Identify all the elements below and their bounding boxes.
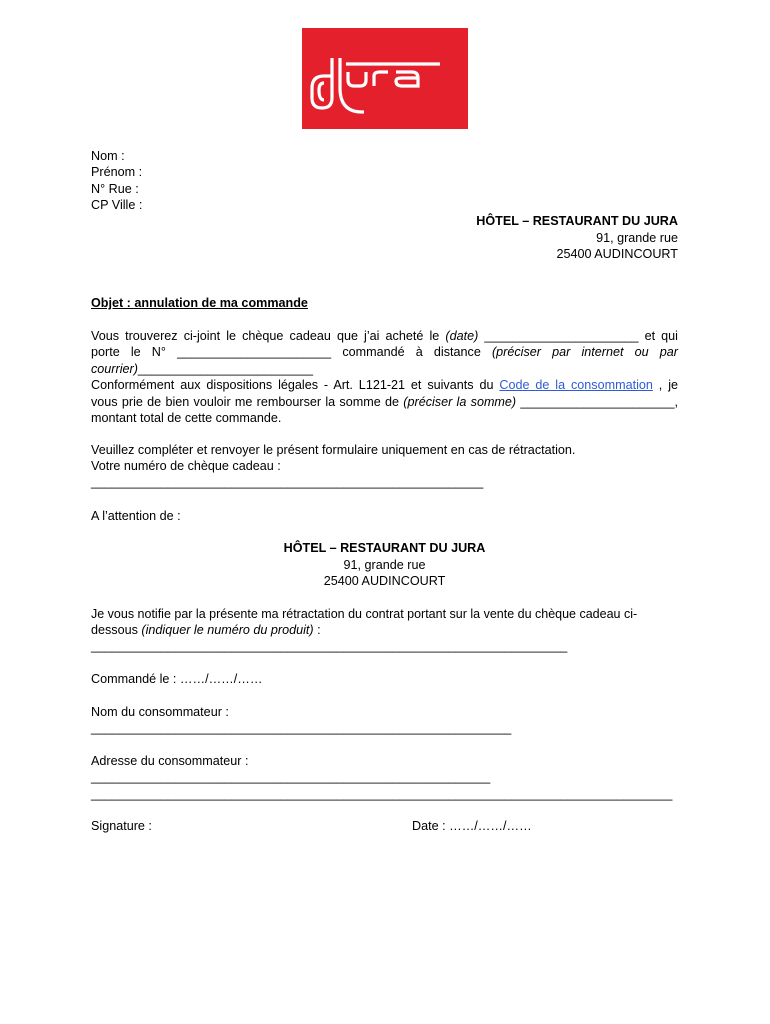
- sender-prenom: Prénom :: [91, 165, 143, 179]
- recipient2-street: 91, grande rue: [343, 558, 426, 572]
- cheque-line: ________________________________________________________: [91, 475, 484, 489]
- cheque-label: Votre numéro de chèque cadeau :: [91, 459, 281, 473]
- commande-date: Commandé le : ……/……/……: [91, 672, 263, 686]
- sender-cp-ville: CP Ville :: [91, 198, 143, 212]
- product-number-line: ____________________________________________________________________: [91, 639, 568, 653]
- sender-nom: Nom :: [91, 149, 125, 163]
- body-line-1: Vous trouverez ci-joint le chèque cadeau que j’ai acheté le (date) ______________________ et qui: [91, 329, 678, 343]
- body-line-4: Conformément aux dispositions légales - Art. L121-21 et suivants du Code de la consommation , je: [91, 378, 678, 392]
- recipient2-name: HÔTEL – RESTAURANT DU JURA: [283, 541, 486, 555]
- adresse-line-1: _________________________________________________________: [91, 770, 491, 784]
- body-line-5: vous prie de bien vouloir me rembourser la somme de (préciser la somme) ______________________,: [91, 395, 678, 409]
- body-line-6: montant total de cette commande.: [91, 411, 282, 425]
- recipient-street: 91, grande rue: [596, 231, 678, 245]
- body-line-3: courrier)_________________________: [91, 362, 313, 376]
- signature-label: Signature :: [91, 819, 152, 833]
- adresse-consommateur-label: Adresse du consommateur :: [91, 754, 249, 768]
- notify-line-1: Je vous notifie par la présente ma rétractation du contrat portant sur la vente du chèque cadeau ci-: [91, 607, 638, 621]
- date-label: Date : ……/……/……: [412, 819, 532, 833]
- jura-logo: [302, 28, 468, 129]
- recipient-city: 25400 AUDINCOURT: [556, 247, 678, 261]
- recipient2-city: 25400 AUDINCOURT: [323, 574, 446, 588]
- instructions: Veuillez compléter et renvoyer le présent formulaire uniquement en cas de rétractation.: [91, 443, 576, 457]
- subject: Objet : annulation de ma commande: [91, 296, 308, 310]
- code-consommation-link[interactable]: Code de la consommation: [499, 378, 653, 392]
- notify-line-2: dessous (indiquer le numéro du produit) :: [91, 623, 321, 637]
- nom-consommateur-line: ____________________________________________________________: [91, 721, 512, 735]
- sender-rue: N° Rue :: [91, 182, 139, 196]
- attention-label: A l’attention de :: [91, 509, 181, 523]
- body-line-2: porte le N° ______________________ commandé à distance (préciser par internet ou par: [91, 345, 678, 359]
- nom-consommateur-label: Nom du consommateur :: [91, 705, 229, 719]
- adresse-line-2: ___________________________________________________________________________________: [91, 787, 673, 801]
- jura-logo-mark: [302, 28, 468, 129]
- recipient-name: HÔTEL – RESTAURANT DU JURA: [476, 214, 678, 228]
